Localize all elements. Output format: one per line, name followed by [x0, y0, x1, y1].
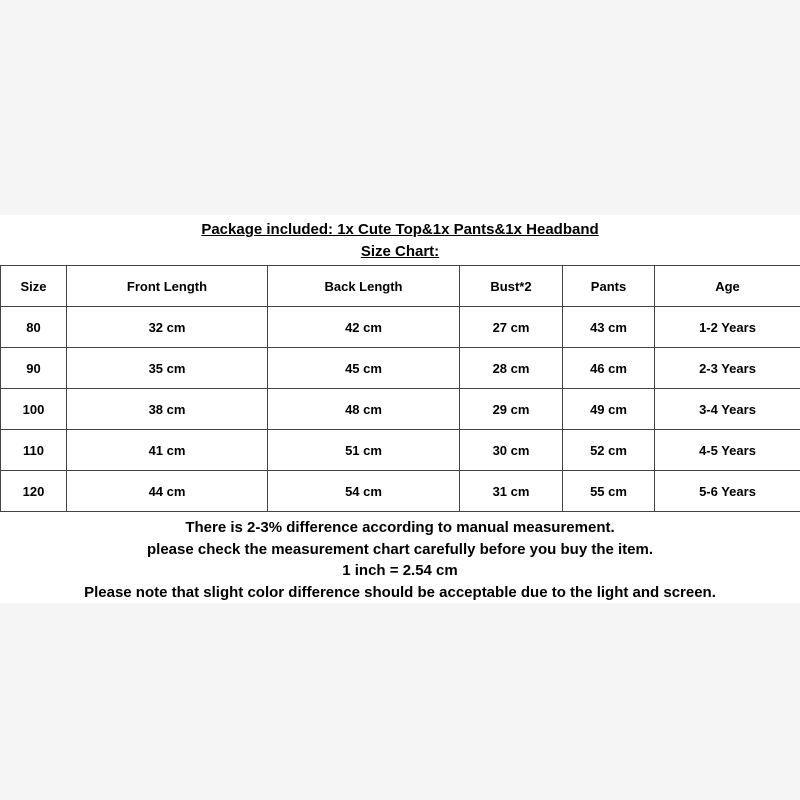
- note-color-difference: Please note that slight color difference should be acceptable due to the light and screen.: [84, 583, 716, 601]
- cell-age: 5-6 Years: [655, 471, 800, 512]
- note-check-chart: please check the measurement chart carefully before you buy the item.: [146, 540, 653, 558]
- note-inch-conversion: 1 inch = 2.54 cm: [342, 562, 458, 579]
- cell-front-length: 44 cm: [67, 471, 268, 512]
- table-row: [1, 307, 800, 348]
- cell-bust: 29 cm: [460, 389, 563, 430]
- column-header-size: Size: [1, 266, 67, 307]
- note-manual-measurement: There is 2-3% difference according to manual measurement.: [185, 519, 615, 536]
- cell-front-length: 35 cm: [67, 348, 268, 389]
- cell-pants: 46 cm: [563, 348, 655, 389]
- table-row: [1, 430, 800, 471]
- cell-age: 4-5 Years: [655, 430, 800, 471]
- cell-back-length: 51 cm: [268, 430, 460, 471]
- size-chart-title: Size Chart:: [360, 243, 440, 260]
- cell-front-length: 38 cm: [67, 389, 268, 430]
- cell-size: 120: [1, 471, 67, 512]
- cell-back-length: 45 cm: [268, 348, 460, 389]
- cell-size: 100: [1, 389, 67, 430]
- table-row: [1, 389, 800, 430]
- cell-back-length: 48 cm: [268, 389, 460, 430]
- table-row: [1, 348, 800, 389]
- cell-back-length: 54 cm: [268, 471, 460, 512]
- measurement-notes: [0, 517, 800, 603]
- column-header-back-length: Back Length: [268, 266, 460, 307]
- cell-bust: 30 cm: [460, 430, 563, 471]
- cell-age: 1-2 Years: [655, 307, 800, 348]
- cell-back-length: 42 cm: [268, 307, 460, 348]
- column-header-front-length: Front Length: [67, 266, 268, 307]
- package-included-heading: Package included: 1x Cute Top&1x Pants&1x Headband: [201, 221, 599, 238]
- cell-age: 2-3 Years: [655, 348, 800, 389]
- cell-pants: 49 cm: [563, 389, 655, 430]
- cell-bust: 28 cm: [460, 348, 563, 389]
- size-chart-panel: [0, 215, 800, 603]
- cell-front-length: 32 cm: [67, 307, 268, 348]
- column-header-pants: Pants: [563, 266, 655, 307]
- column-header-bust: Bust*2: [460, 266, 563, 307]
- cell-front-length: 41 cm: [67, 430, 268, 471]
- cell-age: 3-4 Years: [655, 389, 800, 430]
- cell-bust: 31 cm: [460, 471, 563, 512]
- cell-bust: 27 cm: [460, 307, 563, 348]
- size-table: [0, 265, 800, 512]
- table-header-row: [1, 266, 800, 307]
- cell-size: 80: [1, 307, 67, 348]
- cell-pants: 55 cm: [563, 471, 655, 512]
- cell-size: 90: [1, 348, 67, 389]
- table-row: [1, 471, 800, 512]
- column-header-age: Age: [655, 266, 800, 307]
- cell-pants: 52 cm: [563, 430, 655, 471]
- cell-size: 110: [1, 430, 67, 471]
- cell-pants: 43 cm: [563, 307, 655, 348]
